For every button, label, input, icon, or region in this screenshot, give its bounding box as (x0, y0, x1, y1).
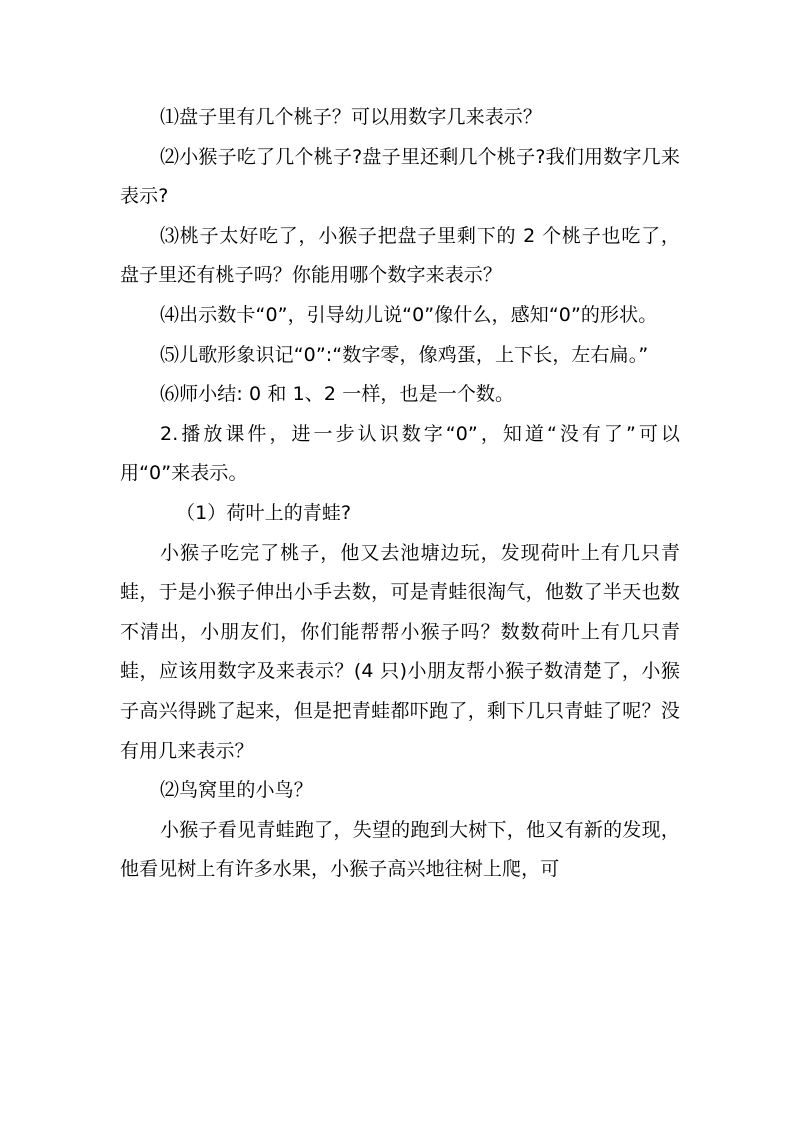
subheading-birds: ⑵鸟窝里的小鸟？ (160, 779, 313, 802)
paragraph-nursery-rhyme: ⑸儿歌形象识记“0”:“数字零，像鸡蛋，上下长，左右扁。” (160, 343, 649, 366)
document-body (120, 98, 680, 890)
paragraph-question-1: ⑴盘子里有几个桃子？可以用数字几来表示？ (160, 106, 543, 128)
paragraph-frogs-story: 小猴子吃完了桃子，他又去池塘边玩，发现荷叶上有几只青蛙，于是小猴子伸出小手去数，可是青蛙很淘气，他数了半天也数不清出，小朋友们，你们能帮帮小猴子吗？数数荷叶上有几只青蛙，应该用数字及来表示？(4 只)小朋友帮小猴子数清楚了，小猴子高兴得跳了起来，但是把青蛙都吓跑了，剩下几只青蛙了呢？没有用几来表示？ (120, 541, 680, 762)
subheading-frogs: （1）荷叶上的青蛙? (176, 501, 352, 524)
paragraph-number-card: ⑷出示数卡“0”，引导幼儿说“0”像什么，感知“0”的形状。 (160, 303, 658, 326)
paragraph-teacher-summary: ⑹师小结: 0 和 1、2 一样，也是一个数。 (160, 383, 515, 406)
paragraph-question-2: ⑵小猴子吃了几个桃子?盘子里还剩几个桃子?我们用数字几来表示? (120, 145, 680, 208)
paragraph-question-3: ⑶桃子太好吃了，小猴子把盘子里剩下的 2 个桃子也吃了，盘子里还有桃子吗？你能用哪个数字来表示？ (120, 224, 680, 287)
paragraph-birds-story: 小猴子看见青蛙跑了，失望的跑到大树下，他又有新的发现，他看见树上有许多水果，小猴子高兴地往树上爬，可 (120, 818, 680, 881)
paragraph-courseware: 2.播放课件，进一步认识数字“0”，知道“没有了”可以用“0”来表示。 (120, 422, 680, 485)
